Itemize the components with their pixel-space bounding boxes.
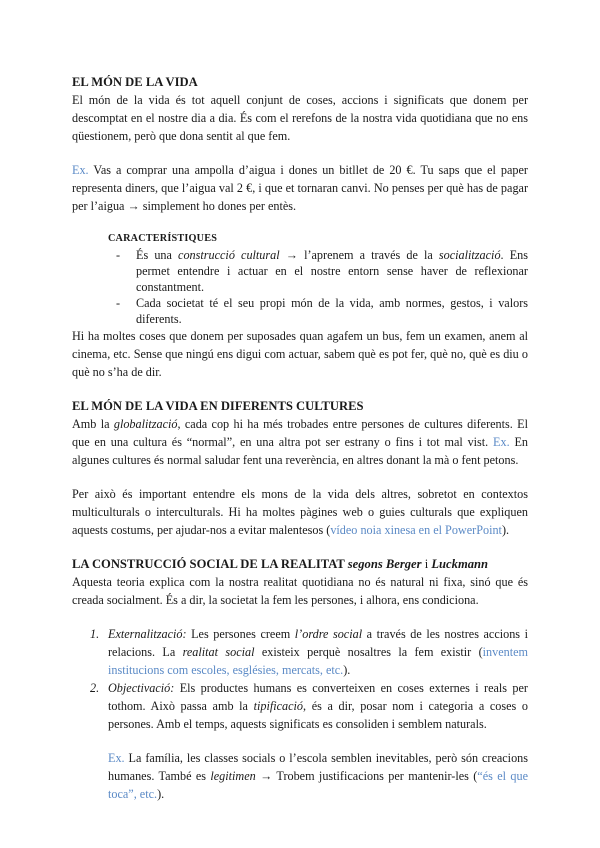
section-title-mon-vida: EL MÓN DE LA VIDA [72,75,198,89]
text-segment: ). [157,787,165,801]
text-segment: La família, les classes socials o l’escola semblen inevitables, però són creacions humanes. També es [108,751,528,783]
italic-term: l’ordre social [294,627,363,641]
paragraph-theory: Aquesta teoria explica com la nostra realitat quotidiana no és natural ni fixa, sinó que és creada socialment. És a dir, la societat la fem les persones, i alhora, ens condiciona. [72,575,528,607]
list-item [90,679,528,733]
institutions-reference: inventem institucions com escoles, esglésies, mercats, etc. [108,645,529,677]
title-segment: LA CONSTRUCCIÓ SOCIAL DE LA REALITAT [72,557,348,571]
title-segment-italic: Luckmann [431,557,489,571]
example-label: Ex. [493,435,510,449]
text-segment: En algunes cultures és normal saludar fent una reverència, en altres donant la mà o fent petons. [72,435,528,467]
italic-term: legitimen [210,769,256,783]
italic-term: globalització [113,417,178,431]
number-marker: 2. [90,681,100,695]
quote-reference: “és el que toca”, etc. [108,769,528,801]
paragraph-example-family [72,749,528,803]
text-segment: existeix perquè nosaltres la fem existir ( [254,645,483,659]
paragraph-everyday: Hi ha moltes coses que donem per suposades quan agafem un bus, fem un examen, anem al cinema, etc. Sense que ningú ens digui com actuar, sabem què es pot fer, què no, què es diu o què no s’ha de dir. [72,329,528,379]
italic-term: tipificació [253,699,304,713]
italic-term: socialització [438,248,501,262]
text-segment: ). [343,663,351,677]
number-marker: 1. [90,627,100,641]
text-segment: ). [501,523,510,537]
example-text: Vas a comprar una ampolla d’aigua i dones un bitllet de 20 €. Tu saps que el paper representa diners, que l’aigua val 2 €, i que et tornaran canvi. No penses per què has de pagar per l’aigua → simplement ho dones per entès. [72,163,528,213]
list-item [108,247,528,295]
text-segment: És una [136,248,179,262]
paragraph-multicultural [72,485,528,539]
italic-term: Objectivació: [108,681,175,695]
example-label: Ex. [108,751,125,765]
italic-term: realitat social [182,645,255,659]
text-segment: → Trobem justificacions per mantenir-les ( [255,769,478,783]
paragraph-definition: El món de la vida és tot aquell conjunt de coses, accions i significats que donem per descomptat en el nostre dia a dia. És com el rerefons de la nostra vida quotidiana que no ens qüestionem, però que dona sentit al que fem. [72,93,528,143]
characteristics-heading: CARACTERÍSTIQUES [108,233,218,244]
text-segment: → l’aprenem a través de la [279,248,439,262]
video-reference-link[interactable]: vídeo noia xinesa en el PowerPoint [330,523,502,537]
text-segment: . Ens permet entendre i actuar en el nostre entorn sense haver de reflexionar constantment. [136,248,529,294]
text-segment: , és a dir, posar nom i categoria a coses o persones. Amb el temps, aquests significats es consoliden i semblem naturals. [108,699,528,731]
section-title-cultures: EL MÓN DE LA VIDA EN DIFERENTS CULTURES [72,399,364,413]
text-segment: , cada cop hi ha més trobades entre persones de cultures diferents. El que en una cultura és “normal”, en una altra pot ser estrany o fins i tot mal vist. [72,417,528,449]
italic-term: construcció cultural [178,248,280,262]
dash-marker: - [116,296,121,310]
list-item [108,295,528,327]
italic-term: Externalització: [108,627,187,641]
dash-marker: - [116,248,121,262]
text-segment: Amb la [72,417,114,431]
section-title-social-construction [72,555,528,573]
text-segment: Els productes humans es converteixen en coses externes i reals per tothom. Això passa amb la [108,681,528,713]
title-segment: i [421,557,432,571]
paragraph-example-water [72,161,528,215]
process-list [72,625,528,733]
paragraph-globalization [72,415,528,469]
text-segment: Per això és important entendre els mons de la vida dels altres, sobretot en contextos multiculturals o interculturals. Hi ha moltes pàgines web o guies culturals que expliquen aquests costums, per ajudar-nos a evitar malentesos ( [72,487,528,537]
title-segment-italic: segons Berger [347,557,422,571]
text-segment: a través de les nostres accions i relacions. La [108,627,528,659]
text-segment: Les persones creem [186,627,295,641]
example-label: Ex. [72,163,89,177]
list-item [90,625,528,679]
characteristics-list [72,247,528,327]
text-segment: Cada societat té el seu propi món de la vida, amb normes, gestos, i valors diferents. [136,296,528,326]
